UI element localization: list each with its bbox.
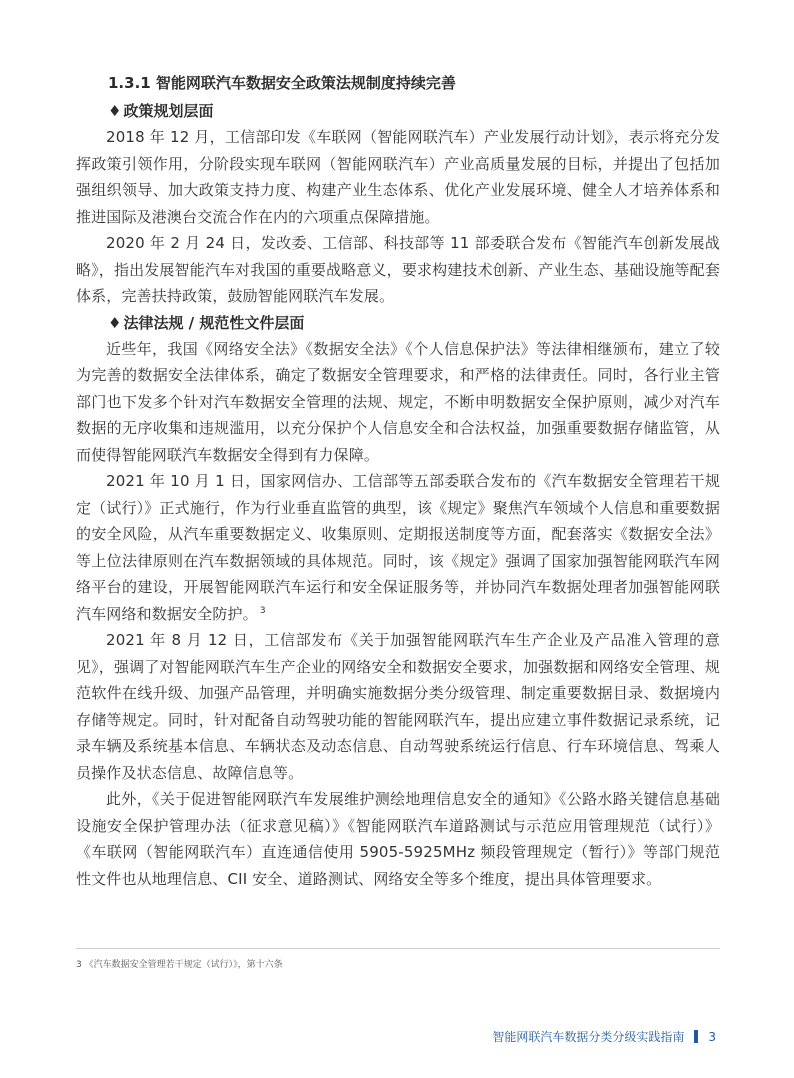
paragraph: 2020 年 2 月 24 日，发改委、工信部、科技部等 11 部委联合发布《智能汽车创新发展战略》，指出发展智能汽车对我国的重要战略意义，要求构建技术创新、产业生态、基础设施等配套体系，完善扶持政策，鼓励智能网联汽车发展。 — [76, 234, 720, 305]
page-number: 3 — [708, 1029, 716, 1044]
footnote: 3 《汽车数据安全管理若干规定（试行）》，第十六条 — [76, 960, 283, 970]
paragraph: 2018 年 12 月，工信部印发《车联网（智能网联汽车）产业发展行动计划》，表示将充分发挥政策引领作用，分阶段实现车联网（智能网联汽车）产业高质量发展的目标，并提出了包括加强组织领导、加大政策支持力度、构建产业生态体系、优化产业发展环境、健全人才培养体系和推进国际及港澳台交流合作在内的六项重点保障措施。 — [76, 128, 720, 226]
footer-title: 智能网联汽车数据分类分级实践指南 — [492, 1030, 685, 1044]
section-title: 1.3.1 智能网联汽车数据安全政策法规制度持续完善 — [108, 74, 456, 92]
footer-divider-bar — [694, 1030, 698, 1043]
paragraph: 2021 年 8 月 12 日，工信部发布《关于加强智能网联汽车生产企业及产品准入管理的意见》，强调了对智能网联汽车生产企业的网络安全和数据安全要求，加强数据和网络安全管理、规范软件在线升级、加强产品管理，并明确实施数据分类分级管理、制定重要数据目录、数据境内存储等规定。同时，针对配备自动驾驶功能的智能网联汽车，提出应建立事件数据记录系统，记录车辆及系统基本信息、车辆状态及动态信息、自动驾驶系统运行信息、行车环境信息、驾乘人员操作及状态信息、故障信息等。 — [76, 631, 720, 782]
page-footer — [492, 1028, 716, 1045]
subhead-label: 政策规划层面 — [123, 102, 214, 120]
subhead-label: 法律法规 / 规范性文件层面 — [123, 313, 305, 332]
footnote-divider — [76, 948, 720, 949]
paragraph: 近些年，我国《网络安全法》《数据安全法》《个人信息保护法》等法律相继颁布，建立了较为完善的数据安全法律体系，确定了数据安全管理要求，和严格的法律责任。同时，各行业主管部门也下发多个针对汽车数据安全管理的法规、规定，不断申明数据安全保护原则，减少对汽车数据的无序收集和违规滥用，以充分保护个人信息安全和合法权益，加强重要数据存储监管，从而使得智能网联汽车数据安全得到有力保障。 — [76, 339, 720, 464]
diamond-icon: ♦ — [108, 313, 122, 332]
paragraph-text: 2021 年 10 月 1 日，国家网信办、工信部等五部委联合发布的《汽车数据安全管理若干规定（试行）》正式施行，作为行业垂直监管的典型，该《规定》聚焦汽车领域个人信息和重要数据的安全风险，从汽车重要数据定义、收集原则、定期报送制度等方面，配套落实《数据安全法》等上位法律原则在汽车数据领域的具体规范。同时，该《规定》强调了国家加强智能网联汽车网络平台的建设，开展智能网联汽车运行和安全保证服务等，并协同汽车数据处理者加强智能网联汽车网络和数据安全防护。 — [76, 472, 720, 623]
body-content — [76, 70, 720, 892]
footnote-marker[interactable]: 3 — [259, 605, 266, 616]
subhead-policy-planning — [76, 98, 720, 124]
paragraph: 此外，《关于促进智能网联汽车发展维护测绘地理信息安全的通知》《公路水路关键信息基础设施安全保护管理办法（征求意见稿）》《智能网联汽车道路测试与示范应用管理规范（试行）》《车联网（智能网联汽车）直连通信使用 5905-5925MHz 频段管理规定（暂行）》等部门规范性文件也从地理信息、CII 安全、道路测试、网络安全等多个维度，提出具体管理要求。 — [76, 790, 720, 888]
subhead-laws-regulations — [76, 310, 720, 336]
diamond-icon: ♦ — [108, 102, 122, 120]
paragraph-with-footnote — [76, 468, 720, 627]
